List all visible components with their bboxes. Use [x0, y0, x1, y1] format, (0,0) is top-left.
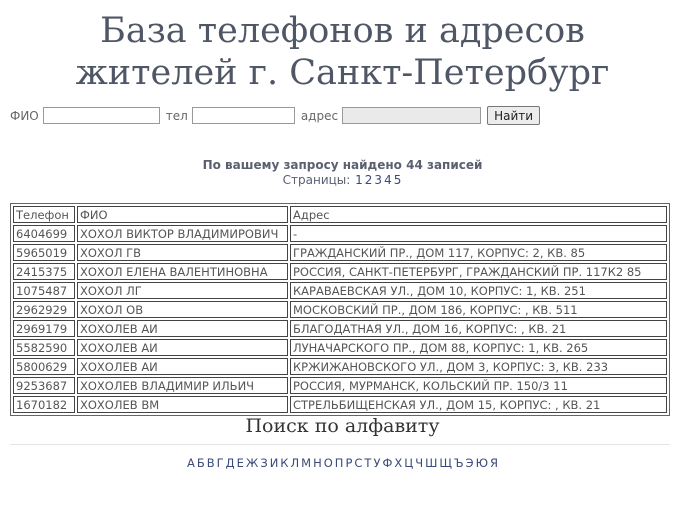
cell-address: ГРАЖДАНСКИЙ ПР., ДОМ 117, КОРПУС: 2, КВ. 85	[290, 244, 667, 261]
alphabet-letter-link[interactable]: Ф	[382, 456, 393, 470]
alphabet-letter-link[interactable]: Ъ	[453, 456, 464, 470]
cell-name: ХОХОЛ ЕЛЕНА ВАЛЕНТИНОВНА	[77, 263, 288, 280]
cell-phone: 2969179	[13, 320, 75, 337]
results-table	[10, 203, 670, 416]
cell-phone: 5800629	[13, 358, 75, 375]
alphabet-letter-link[interactable]: Ж	[245, 456, 259, 470]
alphabet-letter-link[interactable]: Щ	[439, 456, 452, 470]
table-row	[13, 263, 667, 280]
page-link[interactable]: 1	[355, 173, 363, 187]
cell-phone: 2415375	[13, 263, 75, 280]
alphabet-letter-link[interactable]: Ц	[404, 456, 414, 470]
alphabet-letter-link[interactable]: П	[334, 456, 344, 470]
table-row	[13, 339, 667, 356]
cell-name: ХОХОЛ ОВ	[77, 301, 288, 318]
alphabet-letter-link[interactable]: В	[206, 456, 215, 470]
table-row	[13, 396, 667, 413]
cell-address: -	[290, 225, 667, 242]
cell-name: ХОХОЛЕВ АИ	[77, 320, 288, 337]
alphabet-letter-link[interactable]: Е	[236, 456, 244, 470]
title-line-2: Санкт-Петербург	[289, 53, 610, 93]
title-line-1: База телефонов и адресов жителей г.	[75, 11, 585, 93]
cell-phone: 1670182	[13, 396, 75, 413]
pagination	[0, 173, 685, 187]
alphabet-letter-link[interactable]: О	[323, 456, 333, 470]
cell-phone: 1075487	[13, 282, 75, 299]
pages-label: Страницы:	[282, 173, 351, 187]
alphabet-letters	[0, 456, 685, 470]
alphabet-letter-link[interactable]: И	[269, 456, 279, 470]
alphabet-letter-link[interactable]: Т	[364, 456, 372, 470]
divider	[10, 444, 670, 445]
alphabet-letter-link[interactable]: Д	[225, 456, 235, 470]
page-link[interactable]: 4	[384, 173, 392, 187]
page-link[interactable]: 3	[374, 173, 383, 187]
fio-input[interactable]	[43, 107, 160, 124]
table-row	[13, 225, 667, 242]
cell-phone: 5582590	[13, 339, 75, 356]
column-header-phone: Телефон	[13, 206, 75, 223]
page-links	[354, 173, 402, 187]
alphabet-letter-link[interactable]: А	[186, 456, 195, 470]
cell-address: РОССИЯ, МУРМАНСК, КОЛЬСКИЙ ПР. 150/3 11	[290, 377, 667, 394]
table-body	[13, 225, 667, 413]
cell-name: ХОХОЛ ЛГ	[77, 282, 288, 299]
alphabet-letter-link[interactable]: К	[280, 456, 289, 470]
cell-phone: 6404699	[13, 225, 75, 242]
alphabet-letter-link[interactable]: Ю	[475, 456, 488, 470]
cell-name: ХОХОЛ ГВ	[77, 244, 288, 261]
address-input[interactable]	[342, 107, 481, 124]
table-row	[13, 282, 667, 299]
cell-address: РОССИЯ, САНКТ-ПЕТЕРБУРГ, ГРАЖДАНСКИЙ ПР. 117К2 85	[290, 263, 667, 280]
cell-name: ХОХОЛЕВ АИ	[77, 339, 288, 356]
alphabet-letter-link[interactable]: Н	[313, 456, 322, 470]
alphabet-letter-link[interactable]: Я	[490, 456, 498, 470]
page-title	[43, 10, 643, 94]
cell-name: ХОХОЛ ВИКТОР ВЛАДИМИРОВИЧ	[77, 225, 288, 242]
cell-address: СТРЕЛЬБИЩЕНСКАЯ УЛ., ДОМ 15, КОРПУС: , КВ. 21	[290, 396, 667, 413]
alphabet-letter-link[interactable]: Х	[394, 456, 403, 470]
table-row	[13, 320, 667, 337]
table-row	[13, 301, 667, 318]
cell-address: КАРАВАЕВСКАЯ УЛ., ДОМ 10, КОРПУС: 1, КВ. 251	[290, 282, 667, 299]
cell-phone: 5965019	[13, 244, 75, 261]
column-header-address: Адрес	[290, 206, 667, 223]
alphabet-letter-link[interactable]: М	[301, 456, 312, 470]
cell-address: ЛУНАЧАРСКОГО ПР., ДОМ 88, КОРПУС: 1, КВ. 265	[290, 339, 667, 356]
table-header-row	[13, 206, 667, 223]
cell-phone: 2962929	[13, 301, 75, 318]
cell-address: КРЖИЖАНОВСКОГО УЛ., ДОМ 3, КОРПУС: 3, КВ. 233	[290, 358, 667, 375]
cell-name: ХОХОЛЕВ АИ	[77, 358, 288, 375]
results-summary: По вашему запросу найдено 44 записей	[202, 158, 483, 172]
cell-name: ХОХОЛЕВ ВЛАДИМИР ИЛЬИЧ	[77, 377, 288, 394]
search-button[interactable]: Найти	[487, 106, 540, 125]
alphabet-letter-link[interactable]: Ч	[415, 456, 424, 470]
cell-name: ХОХОЛЕВ ВМ	[77, 396, 288, 413]
alphabet-letter-link[interactable]: Р	[345, 456, 353, 470]
alphabet-letter-link[interactable]: С	[354, 456, 363, 470]
alphabet-letter-link[interactable]: Ш	[425, 456, 438, 470]
search-form	[8, 106, 540, 125]
fio-label: ФИО	[10, 108, 39, 123]
alphabet-search-title: Поиск по алфавиту	[245, 415, 440, 437]
tel-input[interactable]	[192, 107, 295, 124]
cell-address: БЛАГОДАТНАЯ УЛ., ДОМ 16, КОРПУС: , КВ. 21	[290, 320, 667, 337]
tel-label: тел	[165, 108, 188, 123]
column-header-name: ФИО	[77, 206, 288, 223]
cell-phone: 9253687	[13, 377, 75, 394]
table-row	[13, 377, 667, 394]
alphabet-letter-link[interactable]: З	[260, 456, 268, 470]
table-row	[13, 358, 667, 375]
alphabet-letter-link[interactable]: Э	[465, 456, 474, 470]
cell-address: МОСКОВСКИЙ ПР., ДОМ 186, КОРПУС: , КВ. 511	[290, 301, 667, 318]
page-link[interactable]: 2	[364, 173, 373, 187]
table-row	[13, 244, 667, 261]
alphabet-letter-link[interactable]: Л	[290, 456, 300, 470]
alphabet-letter-link[interactable]: Г	[216, 456, 224, 470]
alphabet-letter-link[interactable]: У	[373, 456, 381, 470]
address-label: адрес	[300, 108, 339, 123]
page-link[interactable]: 5	[393, 173, 402, 187]
alphabet-letter-link[interactable]: Б	[196, 456, 205, 470]
